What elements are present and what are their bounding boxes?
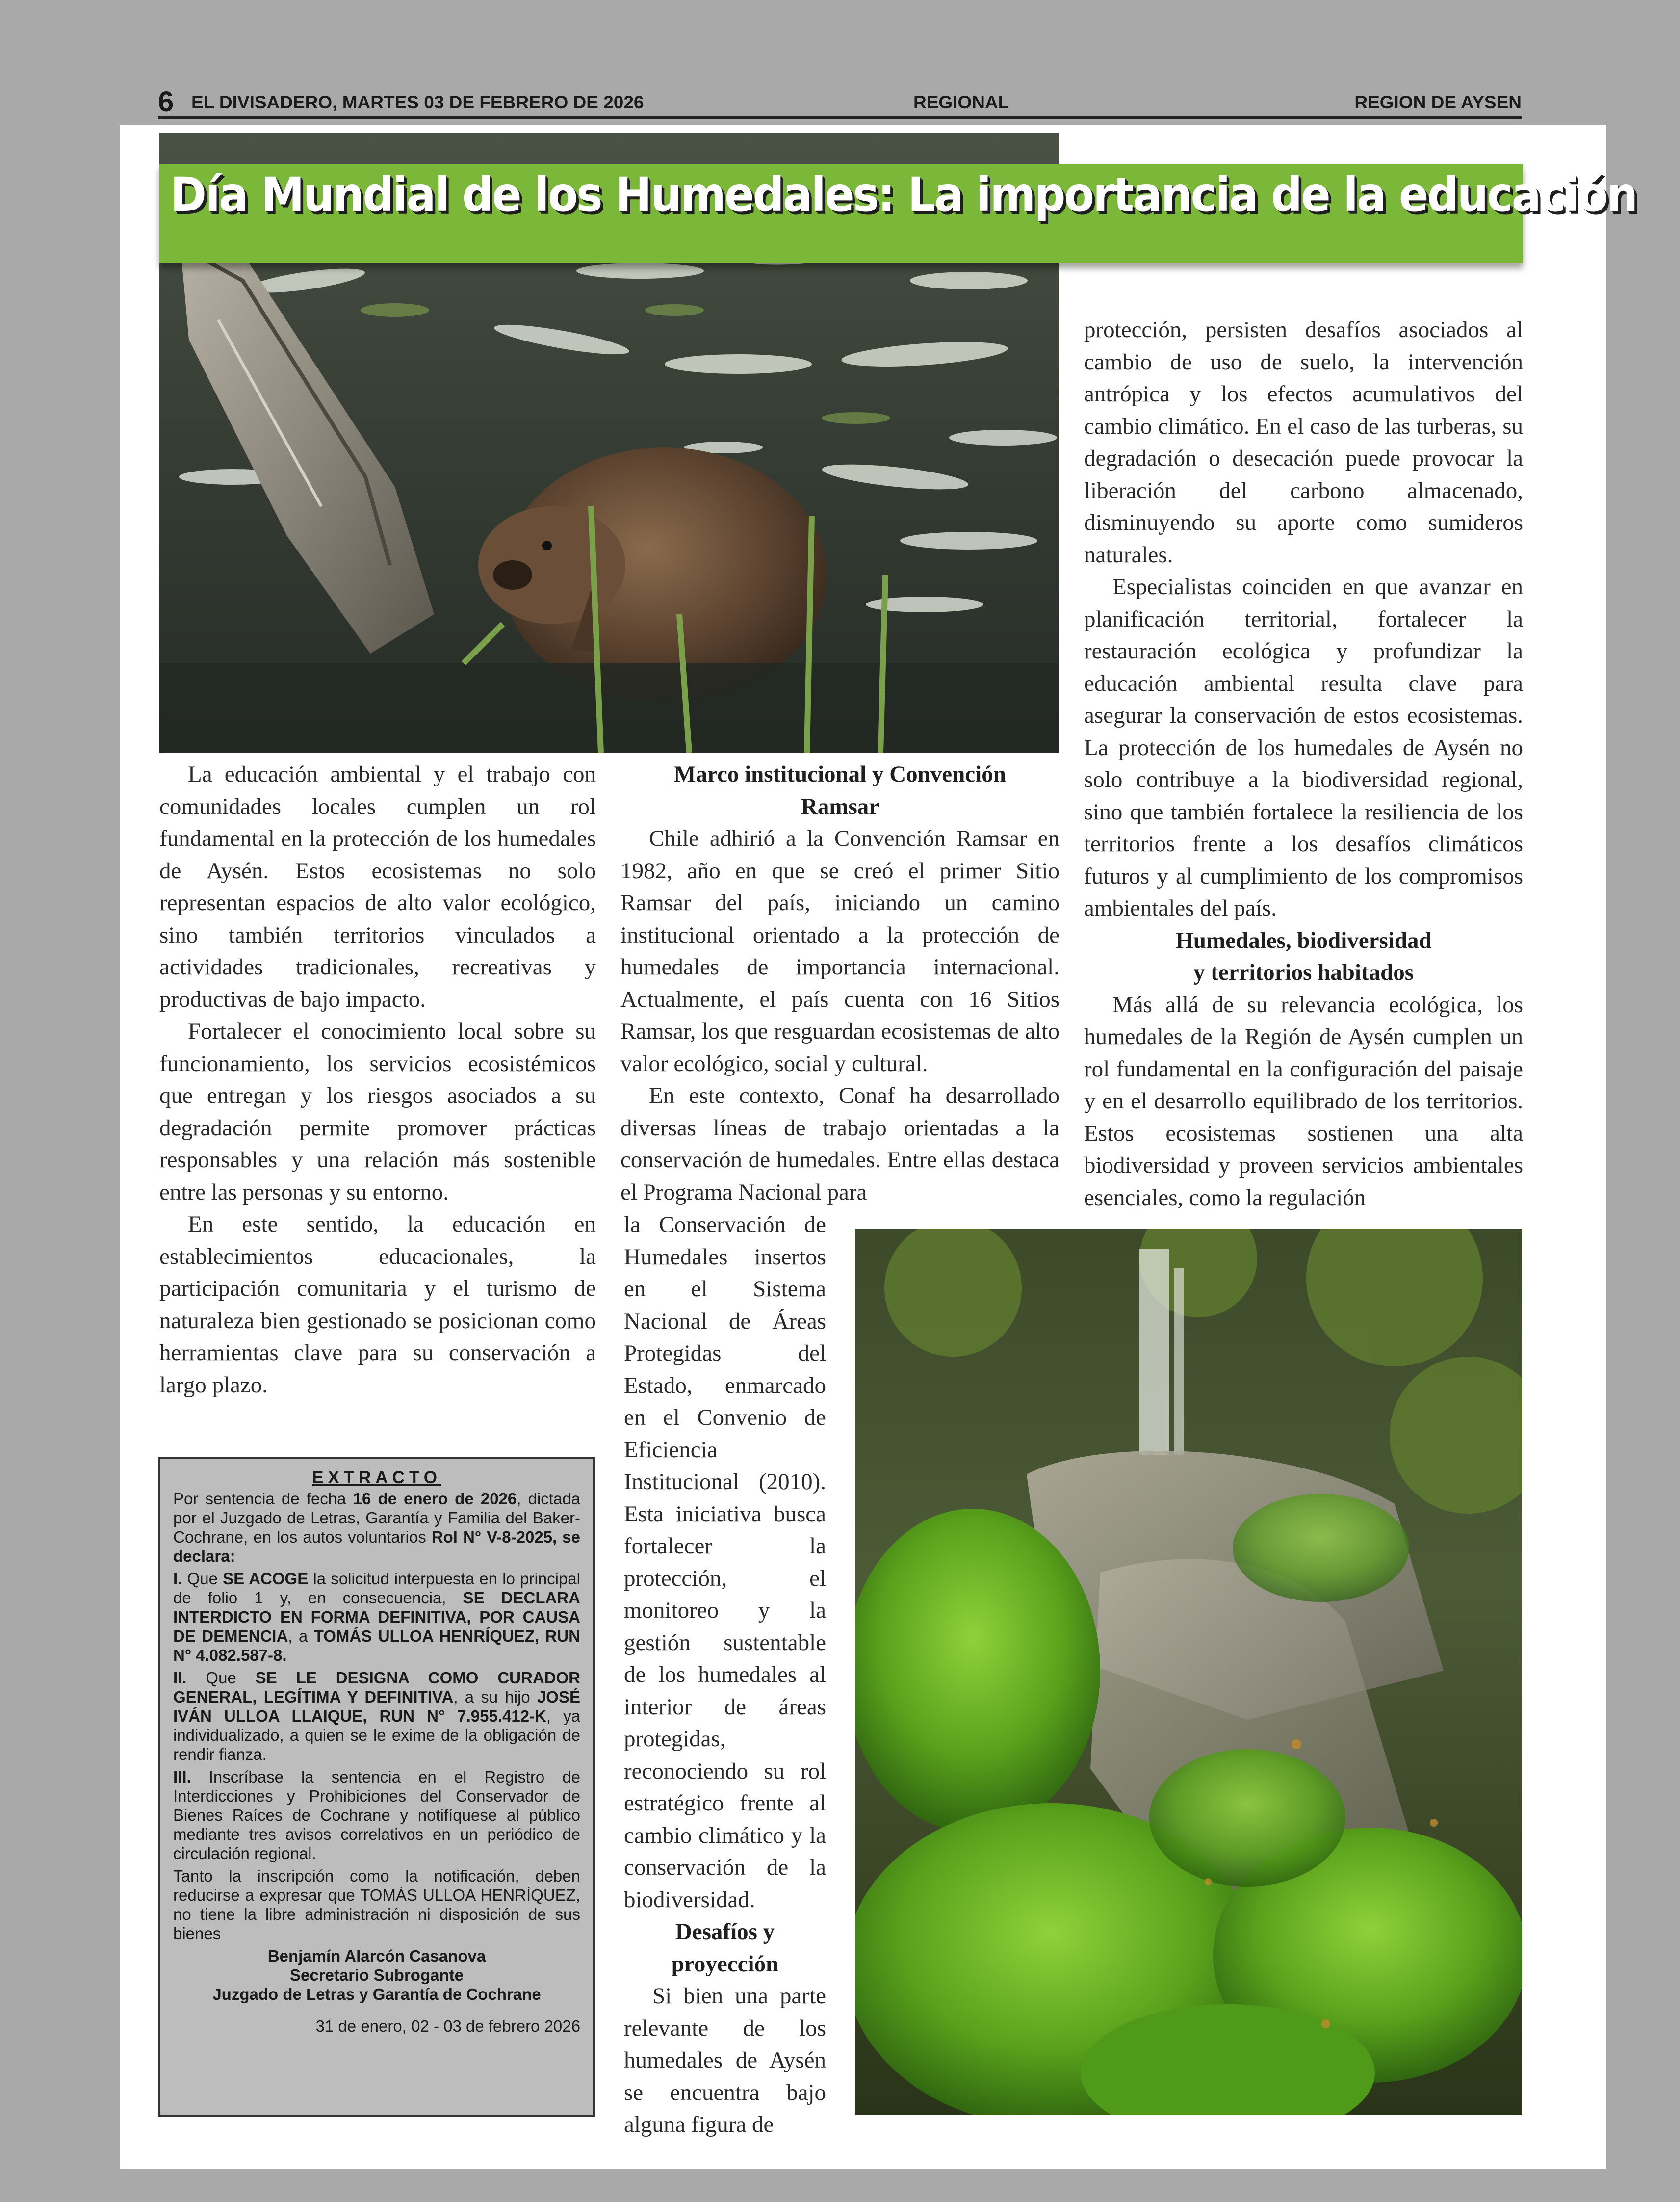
signature-name: Benjamín Alarcón Casanova [267,1947,486,1965]
newspaper-dateline: EL DIVISADERO, MARTES 03 DE FEBRERO DE 2026 [191,92,644,112]
subheading-desafios: Desafíos y proyección [671,1919,779,1977]
paragraph: Si bien una parte relevante de los humedales de Aysén se encuentra bajo alguna figura de [624,1983,826,2137]
subheading-humedales-line2: y territorios habitados [1193,960,1414,985]
paragraph: protección, persisten desafíos asociados al cambio de uso de suelo, la intervención antrópica y los efectos acumulativos del cambio climático. En el caso de las turberas, su degradación o desecación puede provocar la liberación del carbono almacenado, disminuyendo su aporte como sumideros naturales. [1084,317,1523,568]
subheading-humedales-line1: Humedales, biodiversidad [1175,927,1432,953]
paragraph: La educación ambiental y el trabajo con comunidades locales cumplen un rol fundamental en la protección de los humedales de Aysén. Estos ecosistemas no solo representan espacios de alto valor ecológico, sino también territorios vinculados a actividades tradicionales, recreativas y productivas de bajo impacto. [159,761,596,1012]
extracto-paragraph-2: I. Que SE ACOGE la solicitud interpuesta en lo principal de folio 1 y, en consecuencia, SE DECLARA INTERDICTO EN FORMA DEFINITIVA, POR CAUSA DE DEMENCIA, a TOMÁS ULLOA HENRÍQUEZ, RUN N° 4.082.587-8. [173,1570,581,1664]
publication-dates: 31 de enero, 02 - 03 de febrero 2026 [315,2017,580,2035]
legal-notice-extracto [158,1457,595,2117]
extracto-paragraph-1: Por sentencia de fecha 16 de enero de 2026, dictada por el Juzgado de Letras, Garantía y Familia del Baker-Cochrane, en los autos voluntarios Rol N° V-8-2025, se declara: [173,1490,580,1565]
article-column-1 [159,759,596,1401]
page-header [158,86,1522,119]
article-column-2-continuation [624,1209,826,2141]
page-number: 6 [158,86,174,118]
region-label: REGION DE AYSEN [1354,92,1522,112]
paragraph: Especialistas coinciden en que avanzar en planificación territorial, fortalecer la restauración ecológica y profundizar la educación ambiental resulta clave para asegurar la conservación de estos ecosistemas. La protección de los humedales de Aysén no solo contribuye a la biodiversidad regional, sino que también fortalece la resiliencia de los territorios frente a los desafíos climáticos futuros y al cumplimiento de los compromisos ambientales del país. [1084,574,1523,921]
paragraph: En este contexto, Conaf ha desarrollado diversas líneas de trabajo orientadas a la conservación de humedales. Entre ellas destaca el Programa Nacional para [620,1083,1060,1205]
article-column-3 [1084,314,1523,1214]
paragraph: la Conservación de Humedales insertos en el Sistema Nacional de Áreas Protegidas del Estado, enmarcado en el Convenio de Eficiencia Institucional (2010). Esta iniciativa busca fortalecer la protección, el monitoreo y la gestión sustentable de los humedales al interior de áreas protegidas, reconociendo su rol estratégico frente al cambio climático y la conservación de la biodiversidad. [624,1212,826,1913]
extracto-paragraph-5: Tanto la inscripción como la notificación, deben reducirse a expresar que TOMÁS ULLOA HENRÍQUEZ, no tiene la libre administración ni disposición de sus bienes [173,1867,580,1942]
article-column-2 [620,759,1060,1208]
extracto-title: EXTRACTO [312,1468,441,1487]
subheading-marco-institucional: Marco institucional y Convención Ramsar [674,761,1006,819]
signature-court: Juzgado de Letras y Garantía de Cochrane [212,1985,541,2003]
paragraph: Fortalecer el conocimiento local sobre su funcionamiento, los servicios ecosistémicos que entregan y los riesgos asociados a su degradación permite promover prácticas responsables y una relación más sostenible entre las personas y su entorno. [159,1019,596,1205]
signature-title: Secretario Subrogante [290,1966,464,1984]
paragraph: Chile adhirió a la Convención Ramsar en 1982, año en que se creó el primer Sitio Ramsar del país, iniciando un camino institucional orientado a la protección de humedales de importancia internacional. Actualmente, el país cuenta con 16 Sitios Ramsar, los que resguardan ecosistemas de alto valor ecológico, social y cultural. [620,826,1060,1076]
article-title-bar [159,164,1637,263]
section-label: REGIONAL [913,92,1009,112]
extracto-paragraph-4: III. Inscríbase la sentencia en el Registro de Interdicciones y Prohibiciones del Conservador de Bienes Raíces de Cochrane y notifíquese al público mediante tres avisos correlativos en un periódico de circulación regional. [173,1768,580,1862]
paragraph: En este sentido, la educación en establecimientos educacionales, la participación comunitaria y el turismo de naturaleza bien gestionado se posicionan como herramientas clave para su conservación a largo plazo. [159,1211,596,1398]
moss-waterfall-photo [855,1229,1522,2115]
paragraph: Más allá de su relevancia ecológica, los humedales de la Región de Aysén cumplen un rol fundamental en la configuración del paisaje y en el desarrollo equilibrado de los territorios. Estos ecosistemas sostienen una alta biodiversidad y proveen servicios ambientales esenciales, como la regulación [1084,992,1523,1210]
article-title: Día Mundial de los Humedales: La importancia de la educación [170,167,1637,222]
extracto-paragraph-3: II. Que SE LE DESIGNA COMO CURADOR GENERAL, LEGÍTIMA Y DEFINITIVA, a su hijo JOSÉ IVÁN ULLOA LLAIQUE, RUN N° 7.955.412-K, ya individualizado, a quien se le exime de la obligación de rendir fianza. [173,1669,580,1763]
